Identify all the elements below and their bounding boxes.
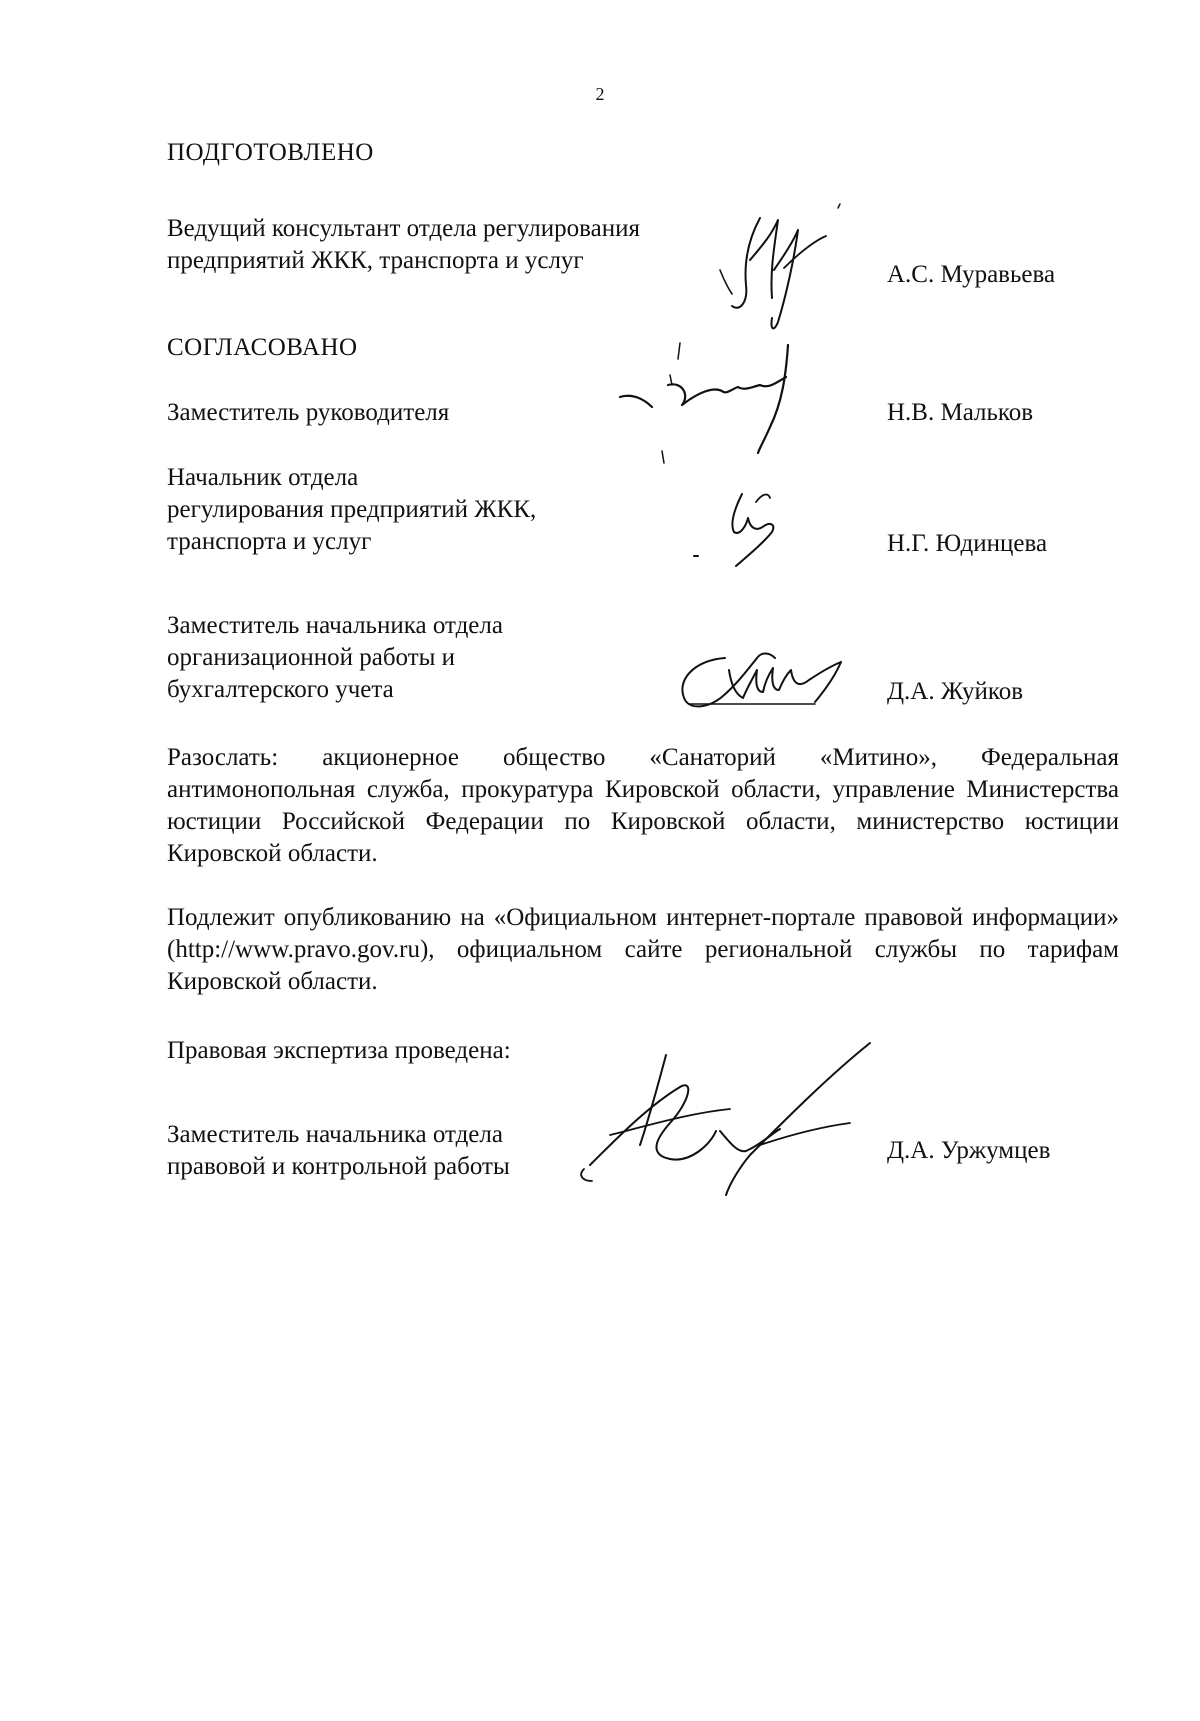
agreed-name: Н.Г. Юдинцева	[887, 530, 1048, 557]
prepared-position	[167, 213, 640, 277]
agreed-position-line: бухгалтерского учета	[167, 676, 394, 703]
prepared-name: А.С. Муравьева	[887, 261, 1056, 288]
agreed-position-line: Заместитель руководителя	[167, 399, 450, 426]
publication-paragraph: Подлежит опубликованию на «Официальном интернет-портале правовой информации» (http://www.pravo.gov.ru), официальном сайте региональной службы по тарифам Кировской области.	[167, 904, 1119, 995]
prepared-position-line: Ведущий консультант отдела регулирования	[167, 215, 640, 242]
signature-urzhumtsev	[570, 1035, 910, 1205]
distribution-paragraph: Разослать: акционерное общество «Санаторий «Митино», Федеральная антимонопольная служба, прокуратура Кировской области, управление Министерства юстиции Российской Федерации по Кировской области, министерство юстиции Кировской области.	[167, 744, 1119, 867]
agreed-name: Н.В. Мальков	[887, 399, 1034, 426]
signature-zhuikov	[665, 640, 885, 720]
prepared-position-line: предприятий ЖКК, транспорта и услуг	[167, 247, 584, 274]
signature-yudintseva	[680, 480, 810, 580]
agreed-position	[167, 397, 449, 429]
agreed-position-line: регулирования предприятий ЖКК,	[167, 496, 537, 523]
agreed-position	[167, 462, 536, 558]
legal-review-heading: Правовая экспертиза проведена:	[167, 1037, 511, 1064]
agreed-name: Д.А. Жуйков	[887, 678, 1024, 705]
page-number: 2	[595, 84, 605, 104]
agreed-position	[167, 610, 503, 706]
signature-malkov	[610, 335, 830, 475]
legal-review-position-line: Заместитель начальника отдела	[167, 1121, 503, 1148]
agreed-position-line: транспорта и услуг	[167, 528, 372, 555]
agreed-position-line: организационной работы и	[167, 644, 456, 671]
legal-review-name: Д.А. Уржумцев	[887, 1137, 1051, 1164]
agreed-position-line: Начальник отдела	[167, 464, 359, 491]
agreed-heading: СОГЛАСОВАНО	[167, 334, 358, 361]
prepared-heading: ПОДГОТОВЛЕНО	[167, 139, 374, 166]
legal-review-position	[167, 1119, 510, 1183]
legal-review-position-line: правовой и контрольной работы	[167, 1153, 510, 1180]
signature-muravyeva	[700, 200, 860, 350]
agreed-position-line: Заместитель начальника отдела	[167, 612, 503, 639]
